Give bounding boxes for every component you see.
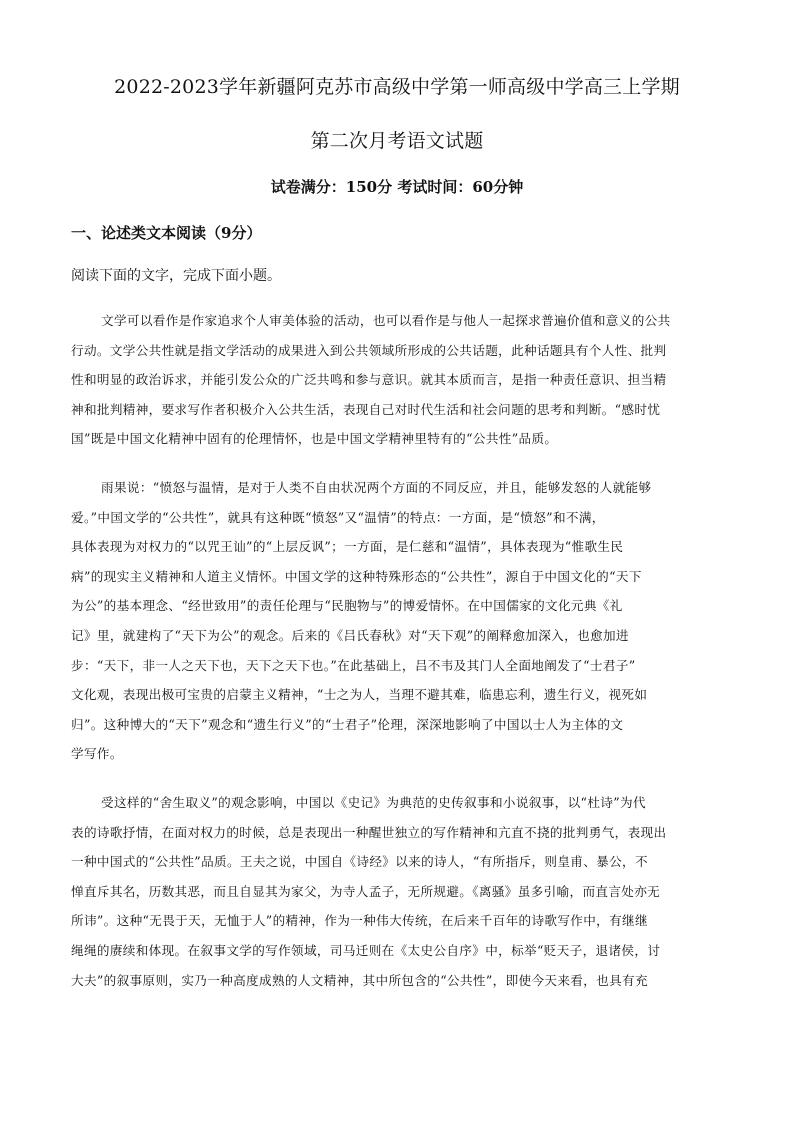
paragraph-line: 表的诗歌抒情，在面对权力的时候，总是表现出一种醒世独立的写作精神和亢直不挠的批判勇气，表现出 xyxy=(71,824,667,840)
section-heading: 一、论述类文本阅读（9分） xyxy=(71,224,262,242)
paragraph-line: 惮直斥其名，历数其恶，而且自显其为家父，为寺人孟子，无所规避。《离骚》虽多引喻，而直言处亦无 xyxy=(71,883,661,899)
reading-instruction: 阅读下面的文字，完成下面小题。 xyxy=(71,268,281,284)
paragraph-line: 所讳”。这种“无畏于天，无恤于人”的精神，作为一种伟大传统，在后来千百年的诗歌写作中，有继继 xyxy=(71,913,648,929)
paragraph-line: 文学可以看作是作家追求个人审美体验的活动，也可以看作是与他人一起探求普遍价值和意义的公共 xyxy=(101,313,671,328)
paragraph-line: 一种中国式的“公共性”品质。王夫之说，中国自《诗经》以来的诗人，“有所指斥，则皇甫、暴公，不 xyxy=(71,854,648,870)
paragraph-line: 性和明显的政治诉求，并能引发公众的广泛共鸣和参与意识。就其本质而言，是指一种责任意识、担当精 xyxy=(71,372,667,388)
paragraph-line: 大夫”的叙事原则，实乃一种高度成熟的人文精神，其中所包含的“公共性”，即使今天来看，也具有充 xyxy=(71,972,648,988)
paragraph-line: 归”。这种博大的“天下”观念和“遗生行义”的“士君子”伦理，深深地影响了中国以士人为主体的文 xyxy=(71,716,624,732)
exam-title-line-2: 第二次月考语文试题 xyxy=(310,130,484,152)
paragraph-line: 学写作。 xyxy=(71,746,123,762)
passage-paragraph-2 xyxy=(71,473,721,769)
paragraph-line: 文化观，表现出极可宝贵的启蒙主义精神，“士之为人，当理不避其难，临患忘利，遗生行义，视死如 xyxy=(71,687,648,703)
paragraph-line: 绳绳的赓续和体现。在叙事文学的写作领域，司马迁则在《太史公自序》中，标举“贬天子，退诸侯，讨 xyxy=(71,942,661,958)
paragraph-line: 国”既是中国文化精神中固有的伦理情怀，也是中国文学精神里特有的“公共性”品质。 xyxy=(71,431,558,447)
paragraph-line: 行动。文学公共性就是指文学活动的成果进入到公共领域所形成的公共话题，此种话题具有个人性、批判 xyxy=(71,342,667,358)
paragraph-line: 神和批判精神，要求写作者积极介入公共生活，表现自己对时代生活和社会问题的思考和判断。“感时忧 xyxy=(71,401,661,417)
paragraph-line: 雨果说：“愤怒与温情，是对于人类不自由状况两个方面的不同反应，并且，能够发怒的人就能够 xyxy=(101,480,652,495)
paragraph-line: 为公”的基本理念、“经世致用”的责任伦理与“民胞物与”的博爱情怀。在中国儒家的文化元典《礼 xyxy=(71,598,623,614)
paragraph-line: 受这样的“舍生取义”的观念影响，中国以《史记》为典范的史传叙事和小说叙事，以“杜诗”为代 xyxy=(101,795,646,810)
exam-info: 试卷满分：150分 考试时间：60分钟 xyxy=(270,178,524,196)
paragraph-line: 病”的现实主义精神和人道主义情怀。中国文学的这种特殊形态的“公共性”，源自于中国文化的“天下 xyxy=(71,568,642,584)
paragraph-line: 爱。”中国文学的“公共性”，就具有这种既“愤怒”又“温情”的特点：一方面，是“愤怒”和不满， xyxy=(71,509,605,525)
paragraph-line: 步：“天下，非一人之天下也，天下之天下也。”在此基础上，吕不韦及其门人全面地阐发了“士君子” xyxy=(71,657,636,673)
passage-paragraph-3 xyxy=(71,788,721,995)
paragraph-line: 具体表现为对权力的“以咒王讪”的“上层反讽”；一方面，是仁慈和“温情”，具体表现为“惟歌生民 xyxy=(71,539,624,555)
passage-paragraph-1 xyxy=(71,306,721,454)
paragraph-line: 记》里，就建构了“天下为公”的观念。后来的《吕氏春秋》对“天下观”的阐释愈加深入，也愈加进 xyxy=(71,627,629,643)
exam-title-line-1: 2022-2023学年新疆阿克苏市高级中学第一师高级中学高三上学期 xyxy=(114,76,680,98)
